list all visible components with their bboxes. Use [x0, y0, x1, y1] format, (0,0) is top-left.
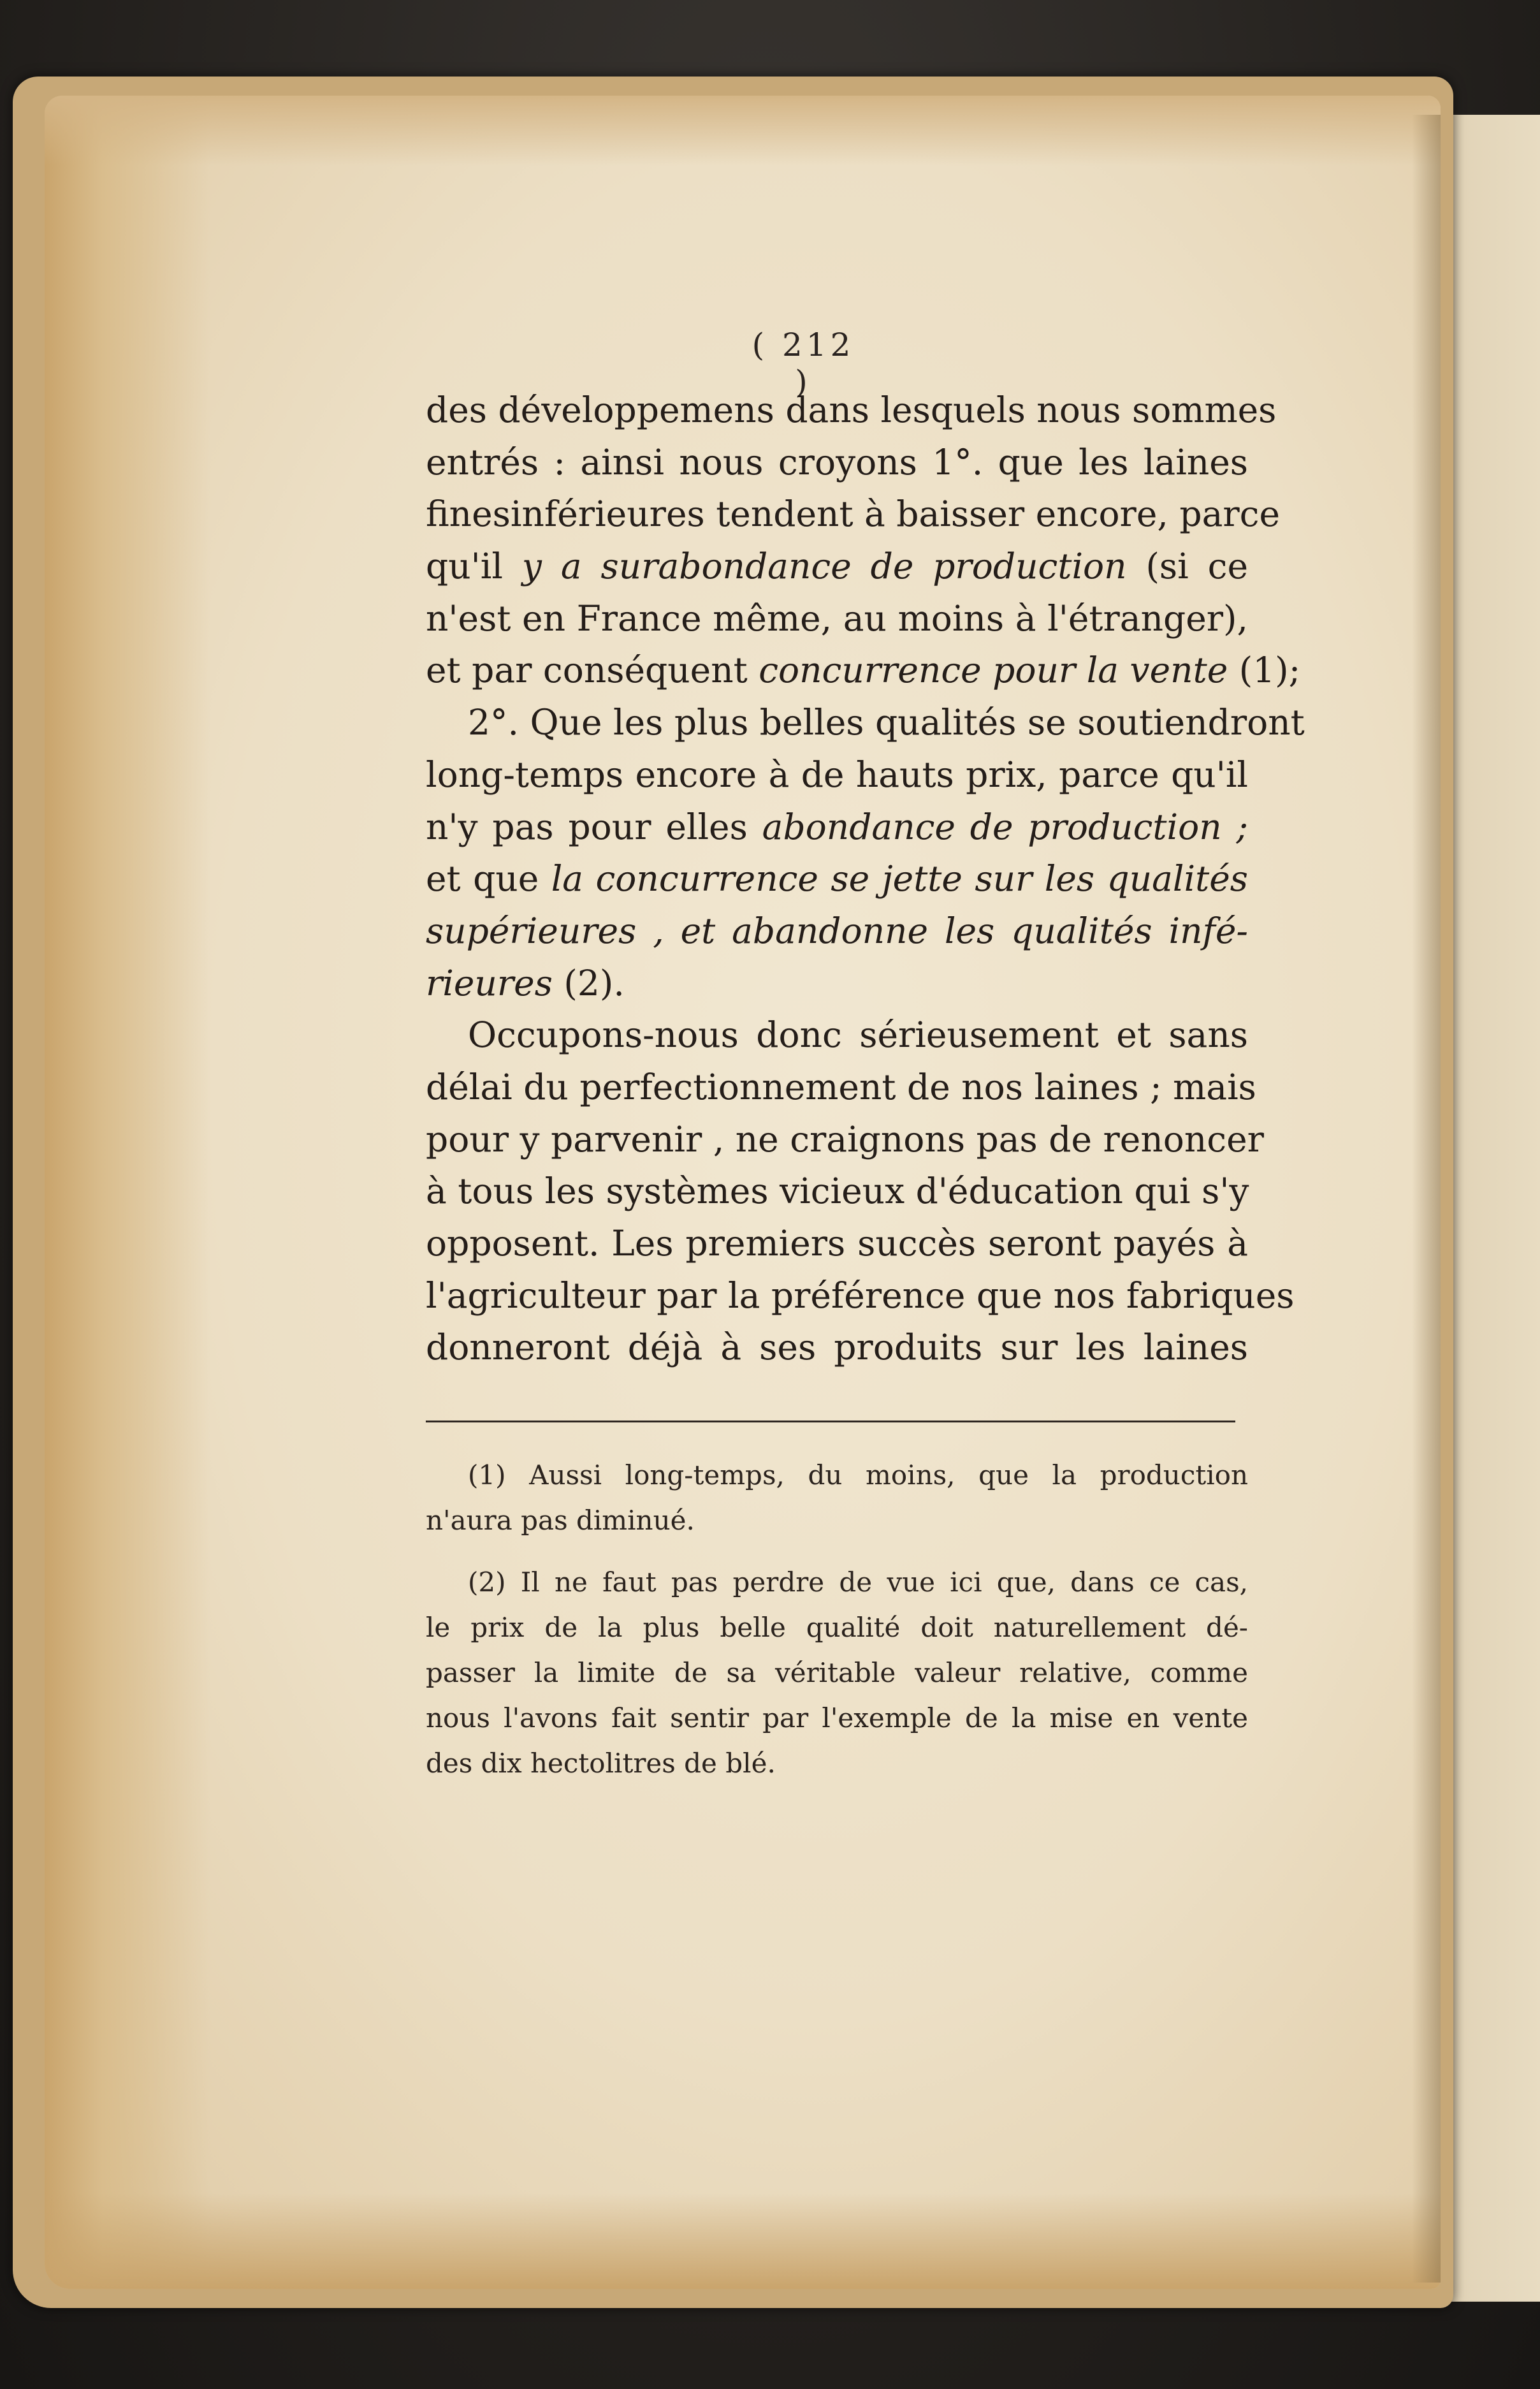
- text-line: [426, 853, 1248, 905]
- footnotes: [426, 1452, 1248, 1786]
- italic-phrase: y a surabondance de production: [521, 546, 1127, 587]
- footnote-2-line: (2) Il ne faut pas perdre de vue ici que, dans ce cas,: [468, 1567, 1248, 1598]
- footnote-2-line: des dix hectolitres de blé.: [426, 1748, 776, 1779]
- text-line: opposent. Les premiers succès seront payés à: [426, 1223, 1248, 1264]
- text-span: (2).: [552, 962, 625, 1004]
- italic-phrase: abondance de production ;: [762, 806, 1248, 847]
- text-line: à tous les systèmes vicieux d'éducation qui s'y: [426, 1171, 1249, 1212]
- text-span: (si ce: [1126, 546, 1248, 587]
- footnote-1-line: (1) Aussi long-temps, du moins, que la production: [468, 1459, 1248, 1491]
- text-line: n'est en France même, au moins à l'étranger),: [426, 597, 1248, 639]
- text-line: délai du perfectionnement de nos laines ; mais: [426, 1066, 1256, 1107]
- text-span: n'y pas pour elles: [426, 806, 762, 847]
- italic-phrase: la concurrence se jette sur les qualités: [551, 858, 1248, 900]
- text-line: long-temps encore à de hauts prix, parce qu'il: [426, 754, 1248, 795]
- italic-phrase: supérieures , et abandonne les qualités infé-: [426, 910, 1248, 951]
- text-line: [426, 645, 1301, 697]
- text-span: et par conséquent: [426, 650, 759, 691]
- text-span: qu'il: [426, 546, 522, 587]
- page-number: ( 212 ): [752, 326, 855, 400]
- book-gutter: [1412, 115, 1441, 2283]
- footnote-2-line: nous l'avons fait sentir par l'exemple de la mise en vente: [426, 1702, 1248, 1734]
- text-line: entrés : ainsi nous croyons 1°. que les laines: [426, 441, 1248, 483]
- page-bottom-wear: [45, 2193, 1441, 2289]
- text-span: et que: [426, 858, 551, 900]
- footnote-2-line: passer la limite de sa véritable valeur relative, comme: [426, 1657, 1248, 1688]
- text-line: [426, 905, 1248, 958]
- footnote-1-line: n'aura pas diminué.: [426, 1505, 695, 1536]
- footnote-2-line: le prix de la plus belle qualité doit naturellement dé-: [426, 1612, 1248, 1643]
- text-span: (1);: [1228, 650, 1301, 691]
- page-left-wear: [45, 96, 210, 2289]
- page-top-wear: [45, 96, 1441, 166]
- footnote-divider: [426, 1421, 1235, 1422]
- text-line: pour y parvenir , ne craignons pas de renoncer: [426, 1118, 1264, 1160]
- text-line: [426, 801, 1248, 854]
- text-line: des développemens dans lesquels nous sommes: [426, 390, 1277, 430]
- text-line: donneront déjà à ses produits sur les laines: [426, 1327, 1248, 1368]
- text-line: [426, 541, 1248, 593]
- main-text: [426, 384, 1305, 1374]
- text-line: Occupons-nous donc sérieusement et sans: [468, 1014, 1248, 1056]
- italic-phrase: rieures: [426, 962, 553, 1004]
- italic-phrase: concurrence pour la vente: [759, 650, 1228, 691]
- text-line: 2°. Que les plus belles qualités se soutiendront: [468, 702, 1305, 743]
- text-line: [426, 958, 1248, 1010]
- text-line: finesinférieures tendent à baisser encore, parce: [426, 493, 1281, 535]
- text-line: l'agriculteur par la préférence que nos fabriques: [426, 1275, 1295, 1316]
